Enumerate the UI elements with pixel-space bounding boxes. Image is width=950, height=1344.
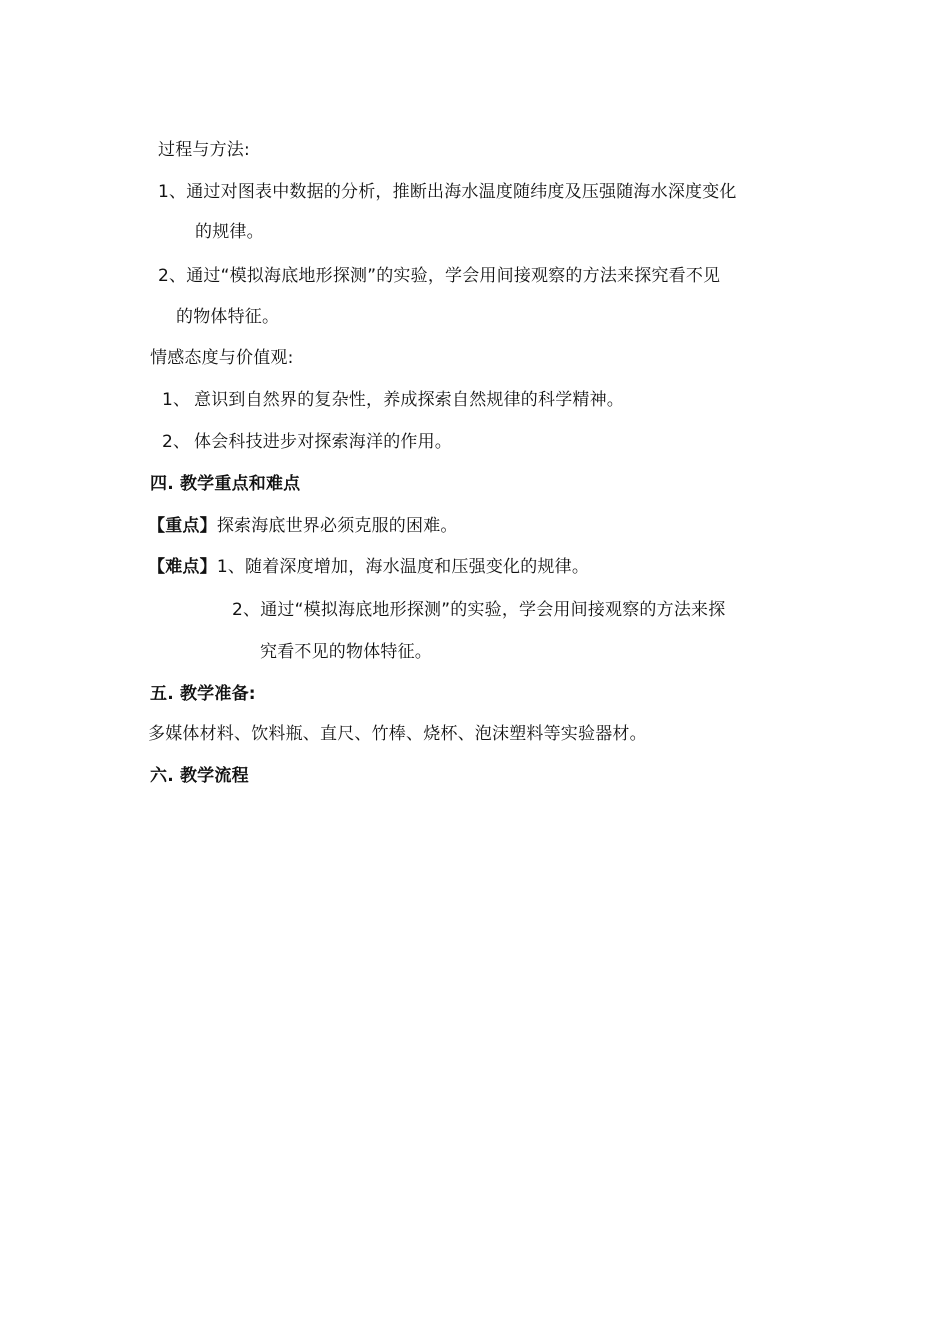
list-text: 通过对图表中数据的分析，推断出海水温度随纬度及压强随海水深度变化 bbox=[186, 182, 737, 202]
process-method-heading: 过程与方法: bbox=[158, 140, 250, 160]
list-number: 2、 bbox=[162, 432, 191, 452]
difficult-point-item-2: 2、通过“模拟海底地形探测”的实验，学会用间接观察的方法来探 bbox=[232, 600, 726, 620]
list-text: 体会科技进步对探索海洋的作用。 bbox=[194, 432, 452, 452]
section-5-heading: 五. 教学准备: bbox=[150, 684, 256, 704]
list-number: 1、 bbox=[158, 182, 187, 202]
section-6-heading: 六. 教学流程 bbox=[150, 766, 249, 786]
emotion-item-2 bbox=[162, 430, 452, 454]
section-5-text: 多媒体材料、饮料瓶、直尺、竹棒、烧杯、泡沫塑料等实验器材。 bbox=[148, 724, 647, 744]
emotion-values-heading: 情感态度与价值观: bbox=[150, 348, 294, 368]
difficult-point-line bbox=[148, 555, 589, 579]
difficult-point-item-2-continuation: 究看不见的物体特征。 bbox=[260, 642, 432, 662]
process-item-1 bbox=[158, 180, 737, 204]
difficult-point-label: 【难点】 bbox=[148, 557, 217, 577]
difficult-point-item-1: 1、随着深度增加，海水温度和压强变化的规律。 bbox=[216, 557, 590, 577]
emotion-item-1 bbox=[162, 388, 624, 412]
list-number: 2、 bbox=[158, 266, 187, 286]
process-item-2-continuation: 的物体特征。 bbox=[176, 307, 280, 327]
key-point-label: 【重点】 bbox=[148, 516, 217, 536]
list-text: 通过“模拟海底地形探测”的实验，学会用间接观察的方法来探究看不见 bbox=[186, 266, 721, 286]
section-4-heading: 四. 教学重点和难点 bbox=[150, 474, 301, 494]
list-text: 意识到自然界的复杂性，养成探索自然规律的科学精神。 bbox=[194, 390, 624, 410]
key-point-line bbox=[148, 514, 458, 538]
list-number: 1、 bbox=[162, 390, 191, 410]
process-item-2 bbox=[158, 264, 720, 288]
key-point-text: 探索海底世界必须克服的困难。 bbox=[216, 516, 458, 536]
process-item-1-continuation: 的规律。 bbox=[195, 222, 264, 242]
